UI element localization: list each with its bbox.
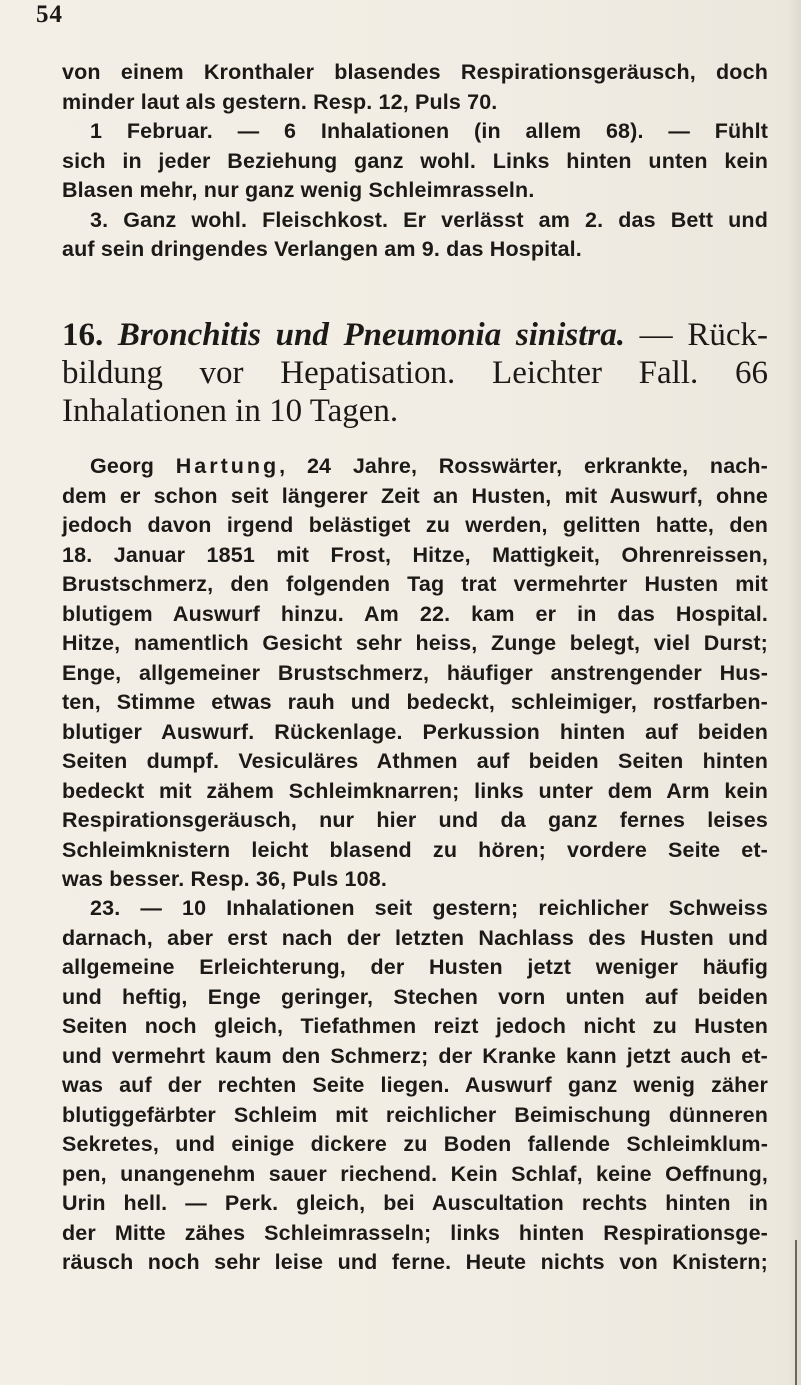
page-edge-line — [795, 1240, 797, 1385]
text-line: und heftig, Enge geringer, Stechen vorn unten auf beiden — [62, 984, 768, 1009]
text-line: Respirationsgeräusch, nur hier und da ganz fernes leises — [62, 808, 768, 832]
text-line: Seiten dumpf. Vesiculäres Athmen auf beiden Seiten hinten — [62, 749, 768, 773]
text-line: sich in jeder Beziehung ganz wohl. Links hinten unten kein — [62, 148, 768, 173]
text-line: der Mitte zähes Schleimrasseln; links hinten Respirationsge- — [62, 1220, 768, 1245]
text-line: Hitze, namentlich Gesicht sehr heiss, Zunge belegt, viel Durst; — [62, 631, 768, 655]
text-line: dem er schon seit längerer Zeit an Husten, mit Auswurf, ohne — [62, 483, 768, 508]
text-fragment: Georg — [90, 454, 176, 478]
text-line: jedoch davon irgend belästiget zu werden, gelitten hatte, den — [62, 513, 768, 537]
text-line: was besser. Resp. 36, Puls 108. — [62, 867, 387, 891]
page-edge-shadow — [787, 0, 801, 1385]
text-line: blutiger Auswurf. Rückenlage. Perkussion hinten auf beiden — [62, 719, 768, 744]
diagnosis-title: Bronchitis und Pneumonia sinistra. — [117, 317, 626, 353]
text-line: Brustschmerz, den folgenden Tag trat vermehrter Husten mit — [62, 572, 768, 596]
text-line: Enge, allgemeiner Brustschmerz, häufiger anstrengender Hus- — [62, 660, 768, 685]
text-line: 1 Februar. — 6 Inhalationen (in allem 68). — Fühlt — [90, 119, 768, 143]
case-heading — [62, 316, 768, 430]
text-line: blutiggefärbter Schleim mit reichlicher Beimischung dünneren — [62, 1102, 768, 1127]
text-line: allgemeine Erleichterung, der Husten jetzt weniger häufig — [62, 955, 768, 979]
paragraph-continuation — [62, 58, 768, 265]
case-number: 16. — [62, 317, 104, 353]
patient-name: Hartung — [175, 454, 280, 478]
text-line: 23. — 10 Inhalationen seit gestern; reichlicher Schweiss — [90, 896, 768, 920]
daily-entry-paragraph — [62, 894, 768, 1278]
text-line: Sekretes, und einige dickere zu Boden fallende Schleimklum- — [62, 1132, 768, 1156]
text-fragment: , 24 Jahre, Rosswärter, erkrankte, nach- — [279, 454, 768, 478]
heading-text: — Rück- — [625, 317, 768, 353]
text-line: blutigem Auswurf hinzu. Am 22. kam er in das Hospital. — [62, 601, 768, 626]
text-line: 18. Januar 1851 mit Frost, Hitze, Mattigkeit, Ohrenreissen, — [62, 542, 768, 567]
text-line: Urin hell. — Perk. gleich, bei Auscultation rechts hinten in — [62, 1191, 768, 1215]
text-line: ten, Stimme etwas rauh und bedeckt, schleimiger, rostfarben- — [62, 690, 768, 714]
text-line: auf sein dringendes Verlangen am 9. das Hospital. — [62, 237, 582, 261]
text-line: bedeckt mit zähem Schleimknarren; links unter dem Arm kein — [62, 778, 768, 803]
text-line: was auf der rechten Seite liegen. Auswurf ganz wenig zäher — [62, 1073, 768, 1097]
text-line: pen, unangenehm sauer riechend. Kein Schlaf, keine Oeffnung, — [62, 1161, 768, 1186]
text-line: minder laut als gestern. Resp. 12, Puls 70. — [62, 89, 498, 114]
text-line: darnach, aber erst nach der letzten Nachlass des Husten und — [62, 925, 768, 950]
text-line: 3. Ganz wohl. Fleischkost. Er verlässt am 2. das Bett und — [90, 207, 768, 232]
text-line: räusch noch sehr leise und ferne. Heute nichts von Knistern; — [62, 1250, 768, 1274]
text-line: Blasen mehr, nur ganz wenig Schleimrasseln. — [62, 178, 535, 202]
case-history-paragraph — [62, 452, 768, 895]
text-line: Seiten noch gleich, Tiefathmen reizt jedoch nicht zu Husten — [62, 1014, 768, 1038]
heading-line: bildung vor Hepatisation. Leichter Fall. 66 — [62, 355, 768, 391]
page-number: 54 — [36, 1, 63, 28]
heading-line: Inhalationen in 10 Tagen. — [62, 393, 399, 429]
heading-line — [62, 316, 768, 354]
text-line: von einem Kronthaler blasendes Respirationsgeräusch, doch — [62, 60, 768, 84]
text-line: und vermehrt kaum den Schmerz; der Kranke kann jetzt auch et- — [62, 1043, 768, 1068]
text-line — [62, 452, 768, 482]
text-line: Schleimknistern leicht blasend zu hören; vordere Seite et- — [62, 837, 768, 862]
